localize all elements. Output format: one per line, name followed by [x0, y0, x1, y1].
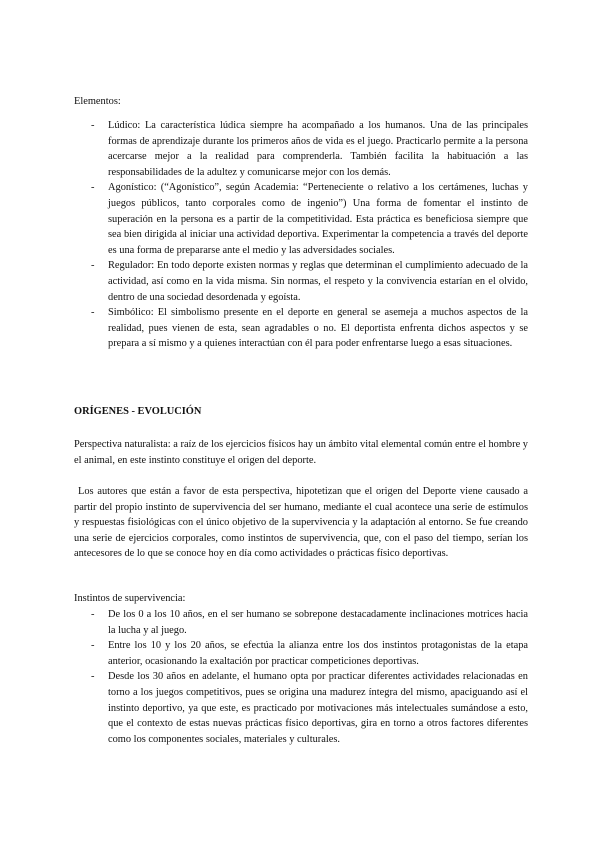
instintos-list [74, 607, 528, 747]
list-item-regulador [74, 258, 528, 305]
dash-bullet: - [91, 609, 95, 620]
list-item-text: Lúdico: La característica lúdica siempre ha acompañado a los humanos. Una de las principales formas de aprendizaje durante los primeros años de vida es el juego. Practicarlo permite a la persona acercarse mejor a la realidad para comprenderla. También facilita la habituación a las responsabilidades de la adultez y comunicarse mejor con los demás. [108, 120, 528, 178]
dash-bullet: - [91, 671, 95, 683]
paragraph-naturalista: Perspectiva naturalista: a raíz de los ejercicios físicos hay un ámbito vital elemental común entre el hombre y el animal, en este instinto constituye el origen del deporte. [74, 439, 528, 466]
list-item-30 [74, 669, 528, 747]
list-item-text: Regulador: En todo deporte existen normas y reglas que determinan el cumplimiento adecuado de la actividad, así como en la vida misma. Sin normas, el respeto y la convivencia estarían en el olvido, dentro de una sociedad desordenada y egoísta. [108, 260, 528, 303]
list-item-text: Desde los 30 años en adelante, el humano opta por practicar diferentes actividades relacionadas en torno a los juegos competitivos, pues se origina una madurez íntegra del mismo, apaciguando así el instinto deportivo, ya que este, es practicado por motivaciones más intelectuales sumándose a esto, que el contexto de estas nuevas prácticas físico deportivas, gira en torno a otros factores diferentes como los componentes sociales, materiales y culturales. [108, 671, 528, 745]
paragraph-autores: Los autores que están a favor de esta perspectiva, hipotetizan que el origen del Deporte viene causado a partir del propio instinto de supervivencia del ser humano, mediante el cual acontece una serie de estímulos y respuestas fisiológicas con el único objetivo de la supervivencia y la adaptación al entorno. Se fue creando una serie de ejercicios corporales, como instintos de supervivencia, que, con el paso del tiempo, serían los antecesores de lo que se conoce hoy en día como actividades o prácticas físico deportivas. [74, 486, 528, 560]
list-item-simbolico [74, 305, 528, 352]
list-item-text: Entre los 10 y los 20 años, se efectúa la alianza entre los dos instintos protagonistas de la etapa anterior, ocasionando la exaltación por practicar competiciones deportivas. [108, 640, 528, 667]
dash-bullet: - [91, 182, 95, 194]
list-item-10-20 [74, 638, 528, 669]
list-item-agonistico [74, 180, 528, 258]
section-heading: ORÍGENES - EVOLUCIÓN [74, 406, 202, 417]
dash-bullet: - [91, 260, 95, 272]
list-item-ludico [74, 118, 528, 180]
list-item-0-10 [74, 607, 528, 638]
list-item-text: De los 0 a los 10 años, en el ser humano se sobrepone destacadamente inclinaciones motrices hacia la lucha y al juego. [108, 609, 528, 636]
dash-bullet: - [91, 640, 95, 652]
dash-bullet: - [91, 307, 95, 319]
dash-bullet: - [91, 120, 95, 131]
instintos-label: Instintos de supervivencia: [74, 593, 186, 604]
list-item-text: Simbólico: El simbolismo presente en el deporte en general se asemeja a muchos aspectos de la realidad, pues vienen de esta, sean agradables o no. El deportista enfrenta dichos aspectos y se prepara a sí mismo y a quienes interactúan con él para poder enfrentarse luego a esas situaciones. [108, 307, 528, 350]
elementos-label: Elementos: [74, 96, 121, 107]
list-item-text: Agonístico: (“Agonístico”, según Academia: “Perteneciente o relativo a los certámenes, luchas y juegos públicos, tanto corporales como de ingenio”) Una forma de fomentar el instinto de superación en la persona es a partir de la competitividad. Esta práctica es beneficiosa siempre que sea bien dirigida al iniciar una actividad deportiva. Experimentar la competencia a través del deporte es una forma de prepararse ante el medio y las adversidades sociales. [108, 182, 528, 256]
elementos-list [74, 118, 528, 352]
